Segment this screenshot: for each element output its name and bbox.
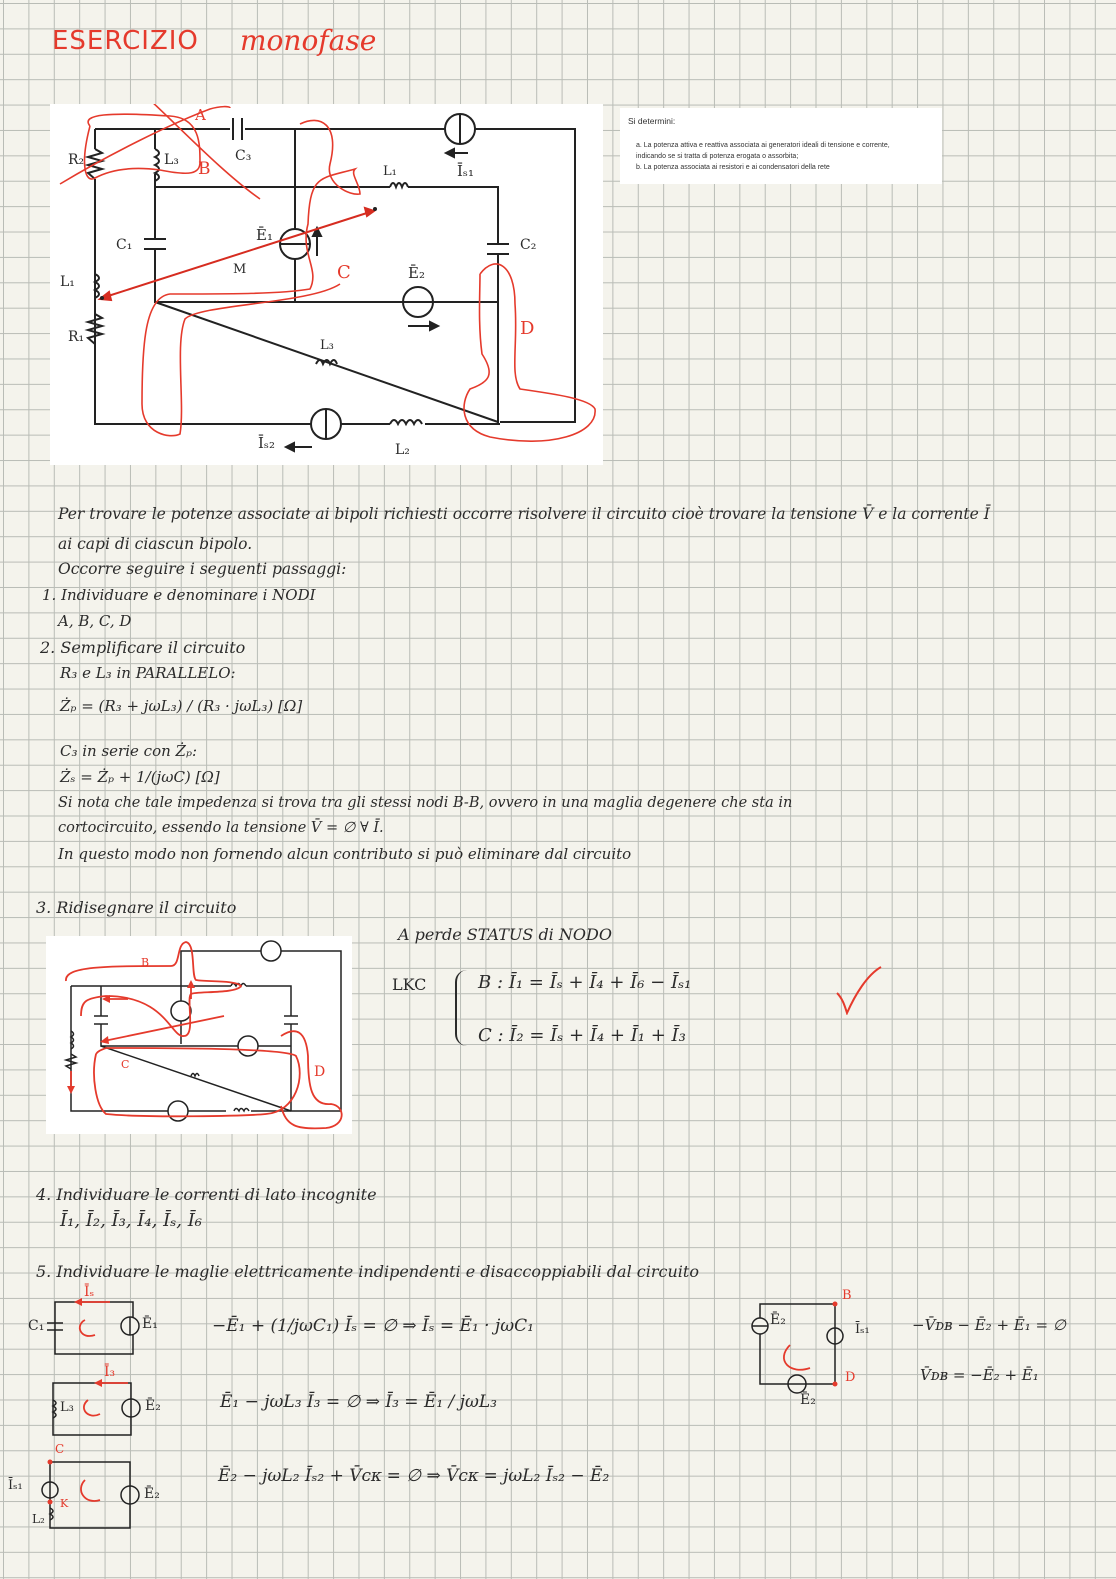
checkmark-icon [835, 965, 885, 1015]
problem-item-a: a. La potenza attiva e reattiva associata ai generatori ideali di tensione e corrente, [636, 142, 890, 149]
inductor-l1-top [390, 183, 408, 187]
label-c1: C₁ [116, 237, 133, 253]
lkc-node-c: C : Ī₂ = Īₛ + Ī₄ + Ī₁ + Ī₃ [478, 1025, 686, 1046]
mesh2-e2-label: Ē₂ [145, 1398, 161, 1414]
redrawn-circuit-panel [46, 936, 352, 1134]
mesh-equation-1: −Ē₁ + (1/jωC₁) Īₛ = ∅ ⇒ Īₛ = Ē₁ · jωC₁ [212, 1316, 534, 1336]
main-circuit-panel [50, 104, 603, 465]
node-status-note: A perde STATUS di NODO [398, 925, 612, 944]
main-circuit-svg [50, 104, 603, 465]
problem-lead: Si determini: [628, 116, 676, 126]
node-label-c: C [337, 262, 351, 283]
step-1-nodes: A, B, C, D [58, 612, 132, 630]
mesh4-d-label: D [845, 1370, 856, 1385]
step-2-note-3: In questo modo non fornendo alcun contributo si può eliminare dal circuito [58, 845, 632, 863]
mesh-equation-2: Ē₁ − jωL₃ Ī₃ = ∅ ⇒ Ī₃ = Ē₁ / jωL₃ [220, 1392, 497, 1412]
label-is2: Īₛ₂ [258, 434, 275, 452]
label-r2: R₂ [68, 152, 85, 168]
label-c3: C₃ [235, 148, 252, 164]
mesh1-e1-label: Ē₁ [142, 1316, 158, 1332]
mesh-equation-4: −V̄ᴅʙ − Ē₂ + Ē₁ = ∅ [912, 1316, 1066, 1334]
step-4-currents: Ī₁, Ī₂, Ī₃, Ī₄, Īₛ, Ī₆ [60, 1210, 203, 1231]
step-2-series: C₃ in serie con Żₚ: [60, 742, 198, 760]
label-l3: L₃ [164, 152, 179, 168]
node-label-d: D [520, 318, 535, 339]
mesh2-l3-label: L₃ [60, 1400, 74, 1415]
mesh1-is-label: Īₛ [84, 1284, 95, 1300]
label-l1-left: L₁ [60, 274, 75, 290]
label-l2: L₂ [395, 442, 410, 458]
step-4: 4. Individuare le correnti di lato incognite [36, 1185, 377, 1204]
step-2-note-2: cortocircuito, essendo la tensione V̄ = ∅ ∀ Ī. [58, 820, 384, 836]
mesh4-b-label: B [842, 1288, 852, 1303]
label-is1: Īₛ₁ [457, 162, 474, 180]
mesh4-e2b-label: Ē₂ [800, 1392, 816, 1408]
intro-line-1: Per trovare le potenze associate ai bipoli richiesti occorre risolvere il circuito cioè trovare la tensione V̄ e la corrente Ī [58, 505, 990, 523]
label-l3-diag: L₃ [320, 338, 334, 353]
mesh3-is1-label: Īₛ₁ [8, 1478, 23, 1493]
page-subtitle: monofase [240, 24, 377, 57]
mesh4-e2-label: Ē₂ [770, 1312, 786, 1328]
redrawn-node-b: B [141, 956, 150, 969]
redrawn-node-c: C [121, 1058, 130, 1071]
lkc-brace [455, 970, 471, 1046]
node-label-a: A [195, 106, 206, 124]
label-c2: C₂ [520, 237, 537, 253]
step-5: 5. Individuare le maglie elettricamente indipendenti e disaccoppiabili dal circuito [36, 1262, 699, 1281]
mesh3-k-label: K [60, 1497, 69, 1510]
mesh1-c1-label: C₁ [28, 1318, 45, 1334]
label-r1: R₁ [68, 329, 85, 345]
mesh4-is1-label: Īₛ₁ [855, 1322, 870, 1337]
intro-line-2: ai capi di ciascun bipolo. [58, 535, 253, 553]
problem-item-a-cont: indicando se si tratta di potenza erogata o assorbita; [636, 153, 799, 160]
step-2-zs: Żₛ = Żₚ + 1/(jωC) [Ω] [60, 768, 220, 786]
mesh3-e2-label: Ē₂ [144, 1486, 160, 1502]
mesh-equation-5: V̄ᴅʙ = −Ē₂ + Ē₁ [920, 1366, 1039, 1384]
mesh3-l2-label: L₂ [32, 1512, 45, 1526]
redrawn-node-d: D [314, 1064, 326, 1080]
step-3: 3. Ridisegnare il circuito [36, 898, 237, 917]
redrawn-circuit-svg [46, 936, 352, 1134]
step-1: 1. Individuare e denominare i NODI [42, 586, 316, 604]
page-title: ESERCIZIO [52, 26, 199, 56]
step-2-parallel: R₃ e L₃ in PARALLELO: [60, 664, 236, 682]
lkc-label: LKC [392, 975, 427, 994]
step-2-note-1: Si nota che tale impedenza si trova tra gli stessi nodi B-B, ovvero in una maglia degenere che sta in [58, 795, 793, 811]
node-label-b: B [198, 159, 211, 179]
label-e1: Ē₁ [256, 226, 273, 244]
label-e2: Ē₂ [408, 264, 425, 282]
mesh-equation-3: Ē₂ − jωL₂ Īₛ₂ + V̄ᴄᴋ = ∅ ⇒ V̄ᴄᴋ = jωL₂ Īₛ₂ − Ē₂ [218, 1466, 610, 1486]
step-2: 2. Semplificare il circuito [40, 638, 246, 657]
problem-statement [620, 108, 942, 184]
intro-line-3: Occorre seguire i seguenti passaggi: [58, 560, 347, 578]
mesh3-c-label: C [55, 1442, 65, 1456]
problem-item-b: b. La potenza associata ai resistori e ai condensatori della rete [636, 164, 830, 171]
step-2-zp: Żₚ = (R₃ + jωL₃) / (R₃ · jωL₃) [Ω] [60, 697, 303, 715]
label-m: M [233, 262, 247, 277]
mesh2-i3-label: Ī₃ [104, 1364, 116, 1380]
lkc-node-b: B : Ī₁ = Īₛ + Ī₄ + Ī₆ − Īₛ₁ [478, 972, 692, 993]
label-l1-top: L₁ [383, 164, 397, 179]
inductor-l2 [390, 420, 422, 424]
